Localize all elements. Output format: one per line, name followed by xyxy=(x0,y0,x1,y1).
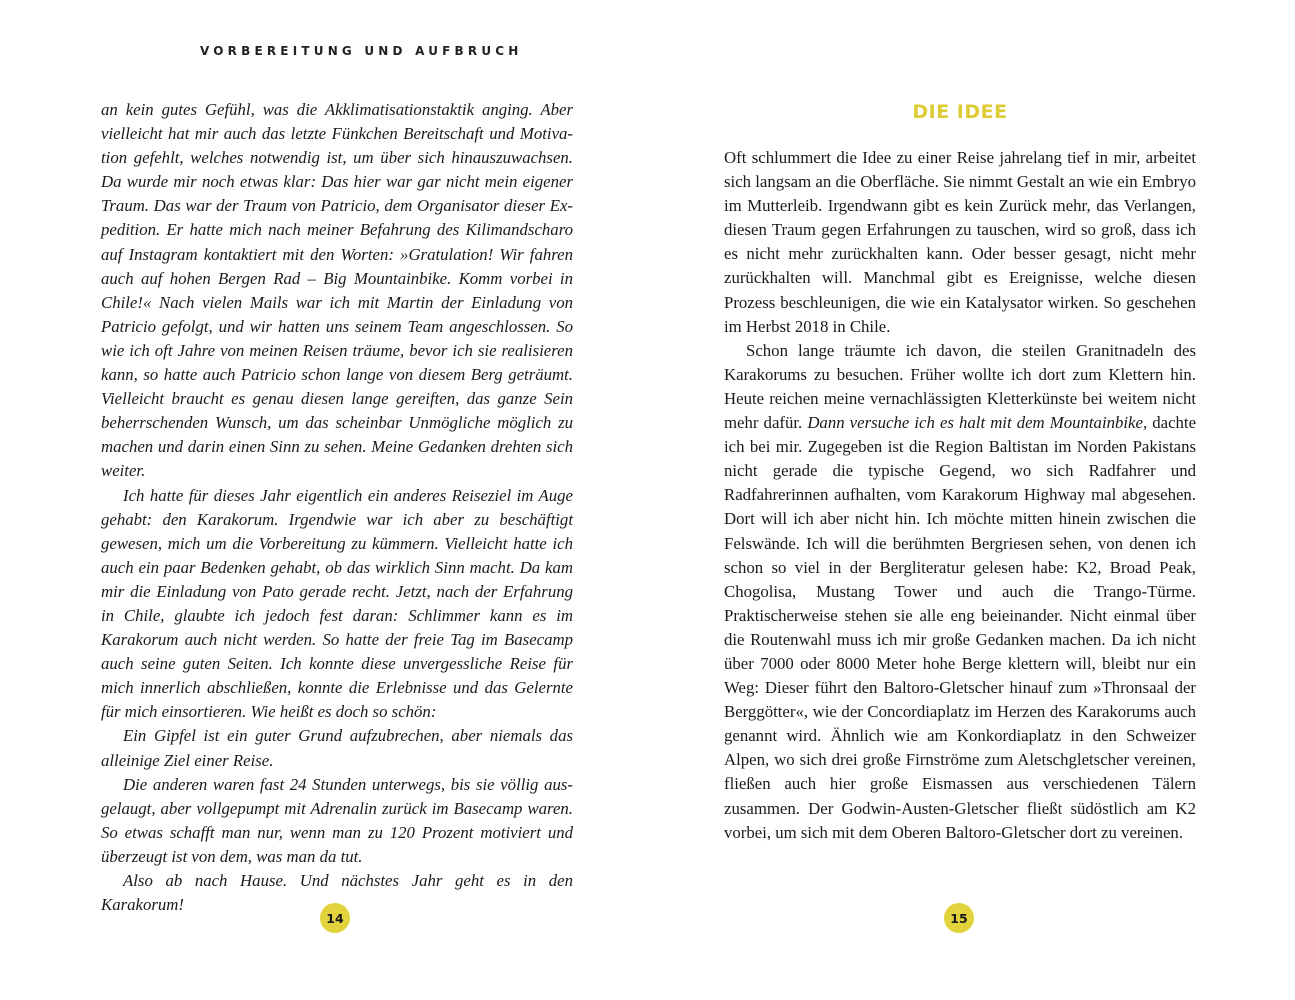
page-number-badge xyxy=(320,903,350,933)
left-page xyxy=(0,0,647,1000)
page-number: 15 xyxy=(950,910,968,926)
page-number: 14 xyxy=(326,910,344,926)
page-number-badge xyxy=(944,903,974,933)
paragraph xyxy=(724,339,1196,845)
left-text-block xyxy=(101,98,573,917)
paragraph: Die anderen waren fast 24 Stunden unterwegs, bis sie völlig ausgelaugt, aber vollgepumpt mit Adrenalin zurück im Basecamp waren. So etwas schafft man nur, wenn man zu 120 Prozent motiviert und überzeugt ist von dem, was man da tut. xyxy=(101,774,573,866)
right-text-block xyxy=(724,146,1196,845)
running-head: VORBEREITUNG UND AUFBRUCH xyxy=(200,44,523,58)
chapter-title: DIE IDEE xyxy=(912,101,1008,123)
paragraph: Oft schlummert die Idee zu einer Reise jahrelang tief in mir, arbeitet sich langsam an die Oberfläche. Sie nimmt Gestalt an wie ein Embryo im Mutterleib. Irgendwann gibt es kein Zurück mehr, das Verlangen, diesen Traum gegen Erfahrungen zu tauschen, wird so groß, dass ich es nicht mehr zurückhalten kann. Oder besser gesagt, nicht mehr zurückhalten will. Manchmal gibt es Ereignisse, welche diesen Prozess beschleunigen, die wie ein Katalysator wirken. So geschehen im Herbst 2018 in Chile. xyxy=(724,148,1196,336)
paragraph-text: Schon lange träumte ich davon, die steilen Granitnadeln des Karakorums zu besuchen. Früher wollte ich dort zum Klettern hin. Heute reichen meine vernachlässigten Kletterkünste bei weitem nicht mehr dafür. xyxy=(724,340,1196,433)
paragraph: Ich hatte für dieses Jahr eigentlich ein anderes Reiseziel im Auge gehabt: den Karakorum. Irgendwie war ich aber zu beschäftigt gewesen, mich um die Vorbereitung zu kümmern. Vielleicht hatte ich auch ein paar Bedenken gehabt, ob das wirklich Sinn macht. Da kam mir die Einladung von Pato gerade recht. Jetzt, nach der Erfahrung in Chile, glaubte ich jedoch fest daran: Schlimmer kann es im Karakorum auch nicht werden. So hatte der freie Tag im Basecamp auch seine guten Seiten. Ich konnte diese unvergessliche Reise für mich innerlich abschließen, konnte die Erlebnisse und das Gelernte für mich einsortieren. Wie heißt es doch so schön: xyxy=(101,485,573,722)
paragraph-text: dachte ich bei mir. Zugegeben ist die Region Baltistan im Norden Pakistans nicht gerade die typische Gegend, wo sich Radfahrer und Radfahrerinnen aufhalten, vom Karakorum Highway mal abgesehen. Dort will ich aber nicht hin. Ich möchte mitten hinein zwischen die Felswände. Ich will die berühmten Bergriesen sehen, von denen ich schon so viel in der Bergliteratur gelesen habe: K2, Broad Peak, Chogolisa, Mustang Tower und auch die Trango-Türme. Praktischerweise stehen sie alle eng beieinander. Nicht einmal über die Routenwahl muss ich mir große Gedanken machen. Da ich nicht über 7000 oder 8000 Meter hohe Berge klettern will, bleibt nur ein Weg: Dieser führt den Baltoro-Gletscher hinauf zum »Thronsaal der Berggötter«, wie der Concordiaplatz im Herzen des Karakorums auch genannt wird. Ähnlich wie am Konkordiaplatz in den Schweizer Alpen, wo sich drei große Firnströme zum Aletschgletscher vereinen, fließen auch hier große Eismassen aus verschiedenen Tälern zusammen. Der Godwin-Austen-Gletscher fließt südöstlich am K2 vorbei, um sich mit dem Oberen Baltoro-Gletscher dort zu vereinen. xyxy=(724,413,1197,842)
paragraph: Also ab nach Hause. Und nächstes Jahr geht es in den Karakorum! xyxy=(101,871,573,915)
italic-thought: Dann versuche ich es halt mit dem Mountainbike, xyxy=(807,413,1148,433)
quotation: Ein Gipfel ist ein guter Grund aufzubrechen, aber niemals das alleinige Ziel einer Reise. xyxy=(101,726,573,770)
right-page xyxy=(647,0,1295,1000)
paragraph: an kein gutes Gefühl, was die Akklimatisationstaktik anging. Aber vielleicht hat mir auch das letzte Fünkchen Bereitschaft und Motivation gefehlt, welches notwendig ist, um über sich hinauszuwachsen. Da wurde mir noch etwas klar: Das hier war gar nicht mein eigener Traum. Das war der Traum von Patricio, dem Organisator dieser Expedition. Er hatte mich nach meiner Befahrung des Kilimandscharo auf Instagram kontaktiert mit den Worten: »Gratulation! Wir fahren auch auf hohen Bergen Rad – Big Mountainbike. Komm vorbei in Chile!« Nach vielen Mails war ich mit Martin der Einladung von Patricio gefolgt, und wir hatten uns seinem Team angeschlossen. So wie ich oft Jahre von meinen Reisen träume, bevor ich sie realisieren kann, so hatte auch Patricio schon lange von diesem Berg geträumt. Vielleicht braucht es genau diesen lange gereiften, das ganze Sein beherrschenden Wunsch, um das scheinbar Unmögliche möglich zu machen und darin einen Sinn zu sehen. Meine Gedanken drehten sich weiter. xyxy=(101,100,573,481)
